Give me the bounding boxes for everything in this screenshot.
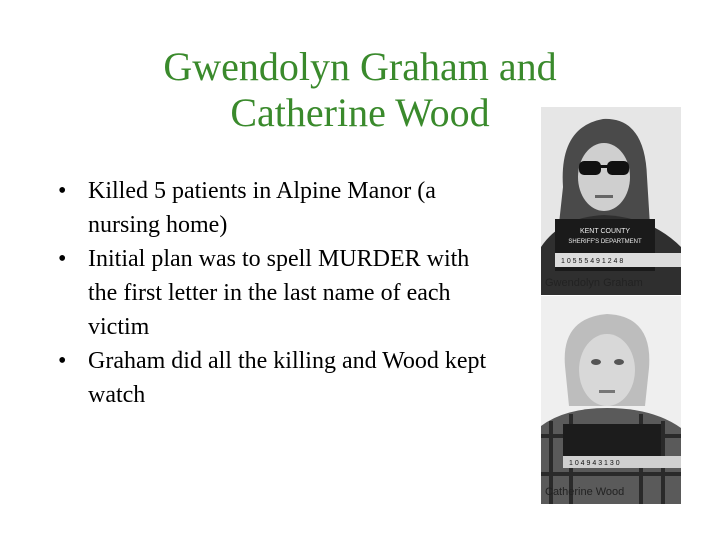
title-line-1: Gwendolyn Graham and <box>163 44 557 89</box>
placard-number: 1 0 4 9 4 3 1 3 0 <box>569 460 620 467</box>
placard-line-2: SHERIFF'S DEPARTMENT <box>568 239 642 245</box>
photo-caption: Gwendolyn Graham <box>545 277 643 289</box>
mugshot-graham-image <box>541 107 681 295</box>
bullet-item: • Graham did all the killing and Wood kept watch <box>58 344 488 412</box>
bullet-item: • Killed 5 patients in Alpine Manor (a nursing home) <box>58 174 488 242</box>
mugshot-wood-image <box>541 296 681 504</box>
placard-number: 1 0 5 5 5 4 9 1 2 4 8 <box>561 258 624 265</box>
mugshot-catherine-wood <box>541 296 681 504</box>
bullet-list <box>58 174 488 412</box>
title-line-2: Catherine Wood <box>230 90 490 135</box>
mugshot-gwendolyn-graham <box>541 107 681 295</box>
bullet-item: • Initial plan was to spell MURDER with the first letter in the last name of each victim <box>58 242 488 344</box>
photo-caption: Catherine Wood <box>545 486 625 498</box>
placard-line-1: KENT COUNTY <box>579 228 631 235</box>
